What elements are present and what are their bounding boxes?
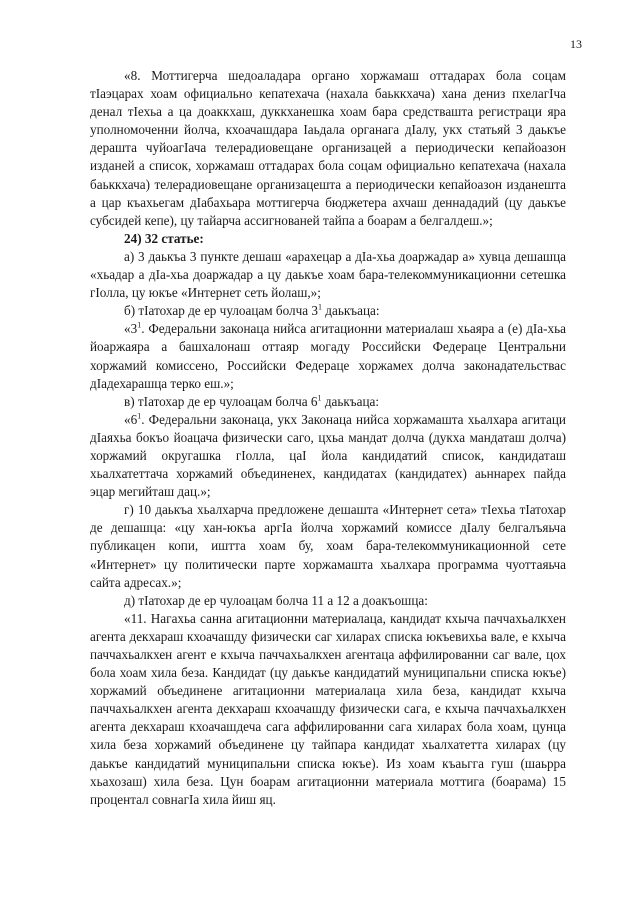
- paragraph-item-v: в) тӀатохар де ер чулоацам болча $6^1$ даькъаца:: [124, 393, 380, 409]
- paragraph-item-b: б) тӀатохар де ер чулоацам болча $3^1$ даькъаца:: [124, 302, 380, 319]
- section-heading-24: 24) 32 статье:: [124, 230, 204, 246]
- paragraph-item-a: а) 3 даькъа 3 пункте дешаш «арахецар а дӀа-хьа доаржадар а» хувца дешашца «хьадар а дӀа-хьа доаржадар а цу даькъе хоам бара-телекоммуникационни сетешка гӀолла, цу юкъе «Интернет сеть йолаш,»;: [90, 248, 566, 301]
- document-body: [90, 67, 566, 809]
- page-number: 13: [570, 37, 582, 51]
- paragraph-part-6-1: «$6^1$. Федеральни законаца, укх Законаца нийса хоржамашта хьалхара агитаци дӀаяхьа бокъо йоацача физически саго, цхьа мандат долча (дукха мандаташ долча) хоржамий округашка гӀолла, цаӀ йола кандидатий список, кандидаташ хьалхатеттача хоржамий объединенех, кандидатах (кандидатех) аьннарех пайда эцар мегийташ дац.»;: [90, 411, 566, 500]
- paragraph-article-8: «8. Моттигерча шедоаладара органо хоржамаш оттадарах бола соцам тӀаэцарах хоам официально кепатехача (нахала баьккхача) хана дениз пхелагӀча денал тӀехьа а ца доаккхаш, дуккханешка хоам бара средствашта регистраци яра уполномоченни йолча, кхоачашдара Ӏаьдала органага дӀалу, укх статьяй 3 даькъе дерашта чуйоагӀача телерадиовещане организацей а периодически кепайоазон изданей а список, хоржамаш оттадарах бола соцам официально кепатехача (нахала баьккхача) телерадиовещане организацешта а периодически кепайоазон изданешта а цар къахьегам дӀабахьара моттигерча бюджетера ахчаш деннададий (цу даькъе субсидей кепе), цу тайарча ассигнованей тайпа а боарам а белгалдеш.»;: [90, 68, 566, 228]
- paragraph-item-g: г) 10 даькъа хьалхарча предложене дешашта «Интернет сета» тӀехьа тӀатохар де дешашца: «цу хан-юкъа аргӀа йолча хоржамий комиссе дӀалу белгалъяьча публикацен копи, иштта хоам бу, хоам бара-телекоммуникационной сете «Интернет» цу политически парте хоржамашта хьалхара программа чуоттаяьча сайта адресах.»;: [90, 502, 566, 590]
- paragraph-item-d: д) тӀатохар де ер чулоацам болча 11 а 12 а доакъошца:: [124, 592, 428, 608]
- paragraph-part-11: «11. Нагахьа санна агитационни материалаца, кандидат кхыча паччахьалкхен агента декхараш кхоачашду физически саг хиларах списка юкъевихьа вале, е кхыча паччахьалкхен агент е кхыча паччахьалкхен агентаца аффилированни саг вале, цох бола хоам хила беза. Кандидат (цу даькъе кандидатий муниципальни списка юкъе) хоржамий объединене агитационни материалаца хила беза, кандидат кхыча паччахьалкхен агента декхараш кхоачашду физически сага, е кхыча паччахьалкхен агента декхараш кхоачашдеча сага аффилированни сага хиларах бола хоам, цунца хила беза хоржамий объединене цу тайпара кандидат хьалхатетта хиларах (цу даькъе кандидатий муниципальни списка юкъе). Из хоам къаьгга гуш (шаьрра хьахозаш) хила беза. Цун боарам агитационни материала моттига (боарама) 15 процентал совнагӀа хила йиш яц.: [90, 610, 566, 807]
- paragraph-part-3-1: «$3^1$. Федеральни законаца нийса агитационни материалаш хьаяра а (е) дӀа-хьа йоаржаяра а башхалонаш оттаяр могаду Российски Федераце Центральни хоржамий комиссено, Российски Федераце хоржамех долча законадательствас дӀадехарашца терко еш.»;: [90, 320, 566, 391]
